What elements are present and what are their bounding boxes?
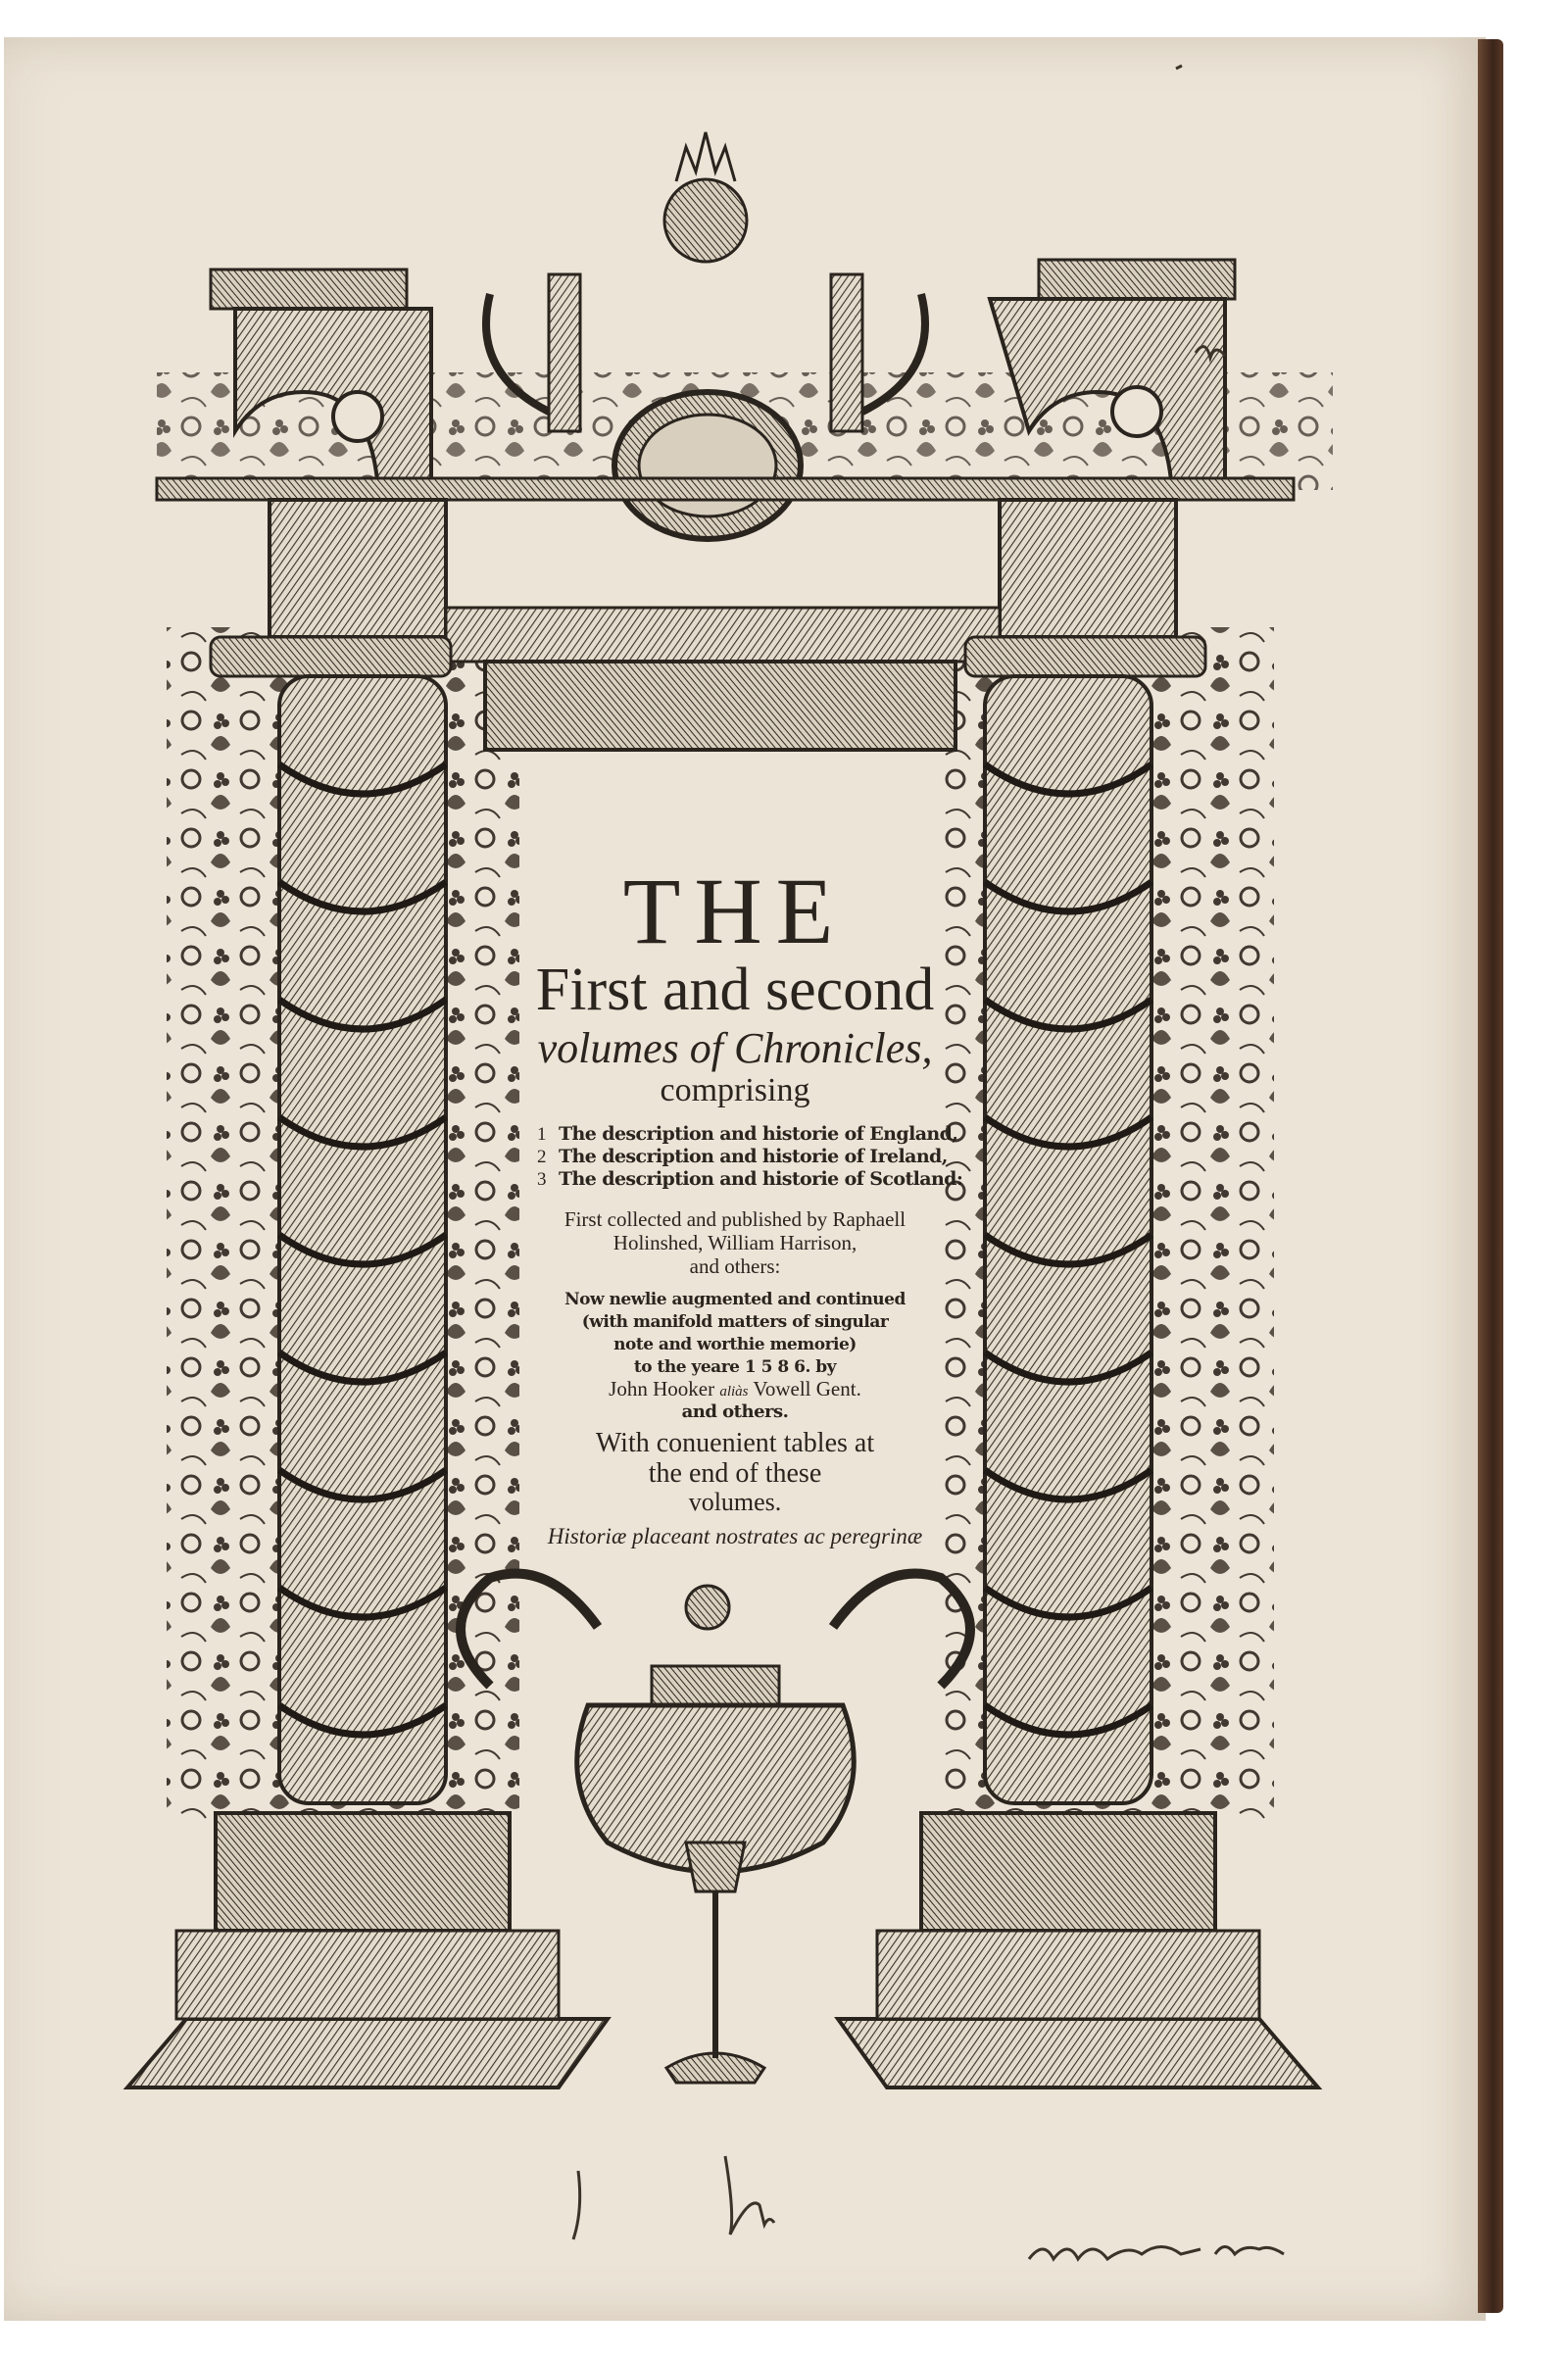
title-heading: THE [622, 859, 848, 963]
authors-line: Holinshed, William Harrison, [612, 1231, 858, 1254]
editor-others: and others. [681, 1401, 789, 1422]
title-line-volumes: volumes of Chronicles, [537, 1024, 933, 1072]
authors-line: and others: [689, 1254, 781, 1278]
title-line-comprising: comprising [660, 1072, 810, 1108]
title-line-first-and-second: First and second [535, 957, 935, 1023]
continuation-line: (with manifold matters of singular [581, 1312, 889, 1332]
right-column [985, 676, 1152, 1803]
authors-line: First collected and published by Raphaell [564, 1207, 906, 1231]
continuation-line: Now newlie augmented and continued [564, 1290, 906, 1309]
contents-item: 3 The description and historie of Scotland: [537, 1168, 963, 1190]
motto: Historiæ placeant nostrates ac peregrinæ [547, 1524, 923, 1548]
contents-item: 1 The description and historie of England, [537, 1123, 958, 1145]
tables-line: volumes. [688, 1488, 782, 1516]
continuation-line: note and worthie memorie) [613, 1335, 857, 1354]
left-column [279, 676, 446, 1803]
editor-line: John Hooker aliàs Vowell Gent. [609, 1377, 861, 1400]
continuation-line: to the yeare 1 5 8 6. by [633, 1357, 837, 1377]
tables-line: the end of these [648, 1458, 822, 1489]
contents-item: 2 The description and historie of Ireland, [537, 1146, 948, 1167]
tables-line: With conuenient tables at [595, 1428, 875, 1458]
